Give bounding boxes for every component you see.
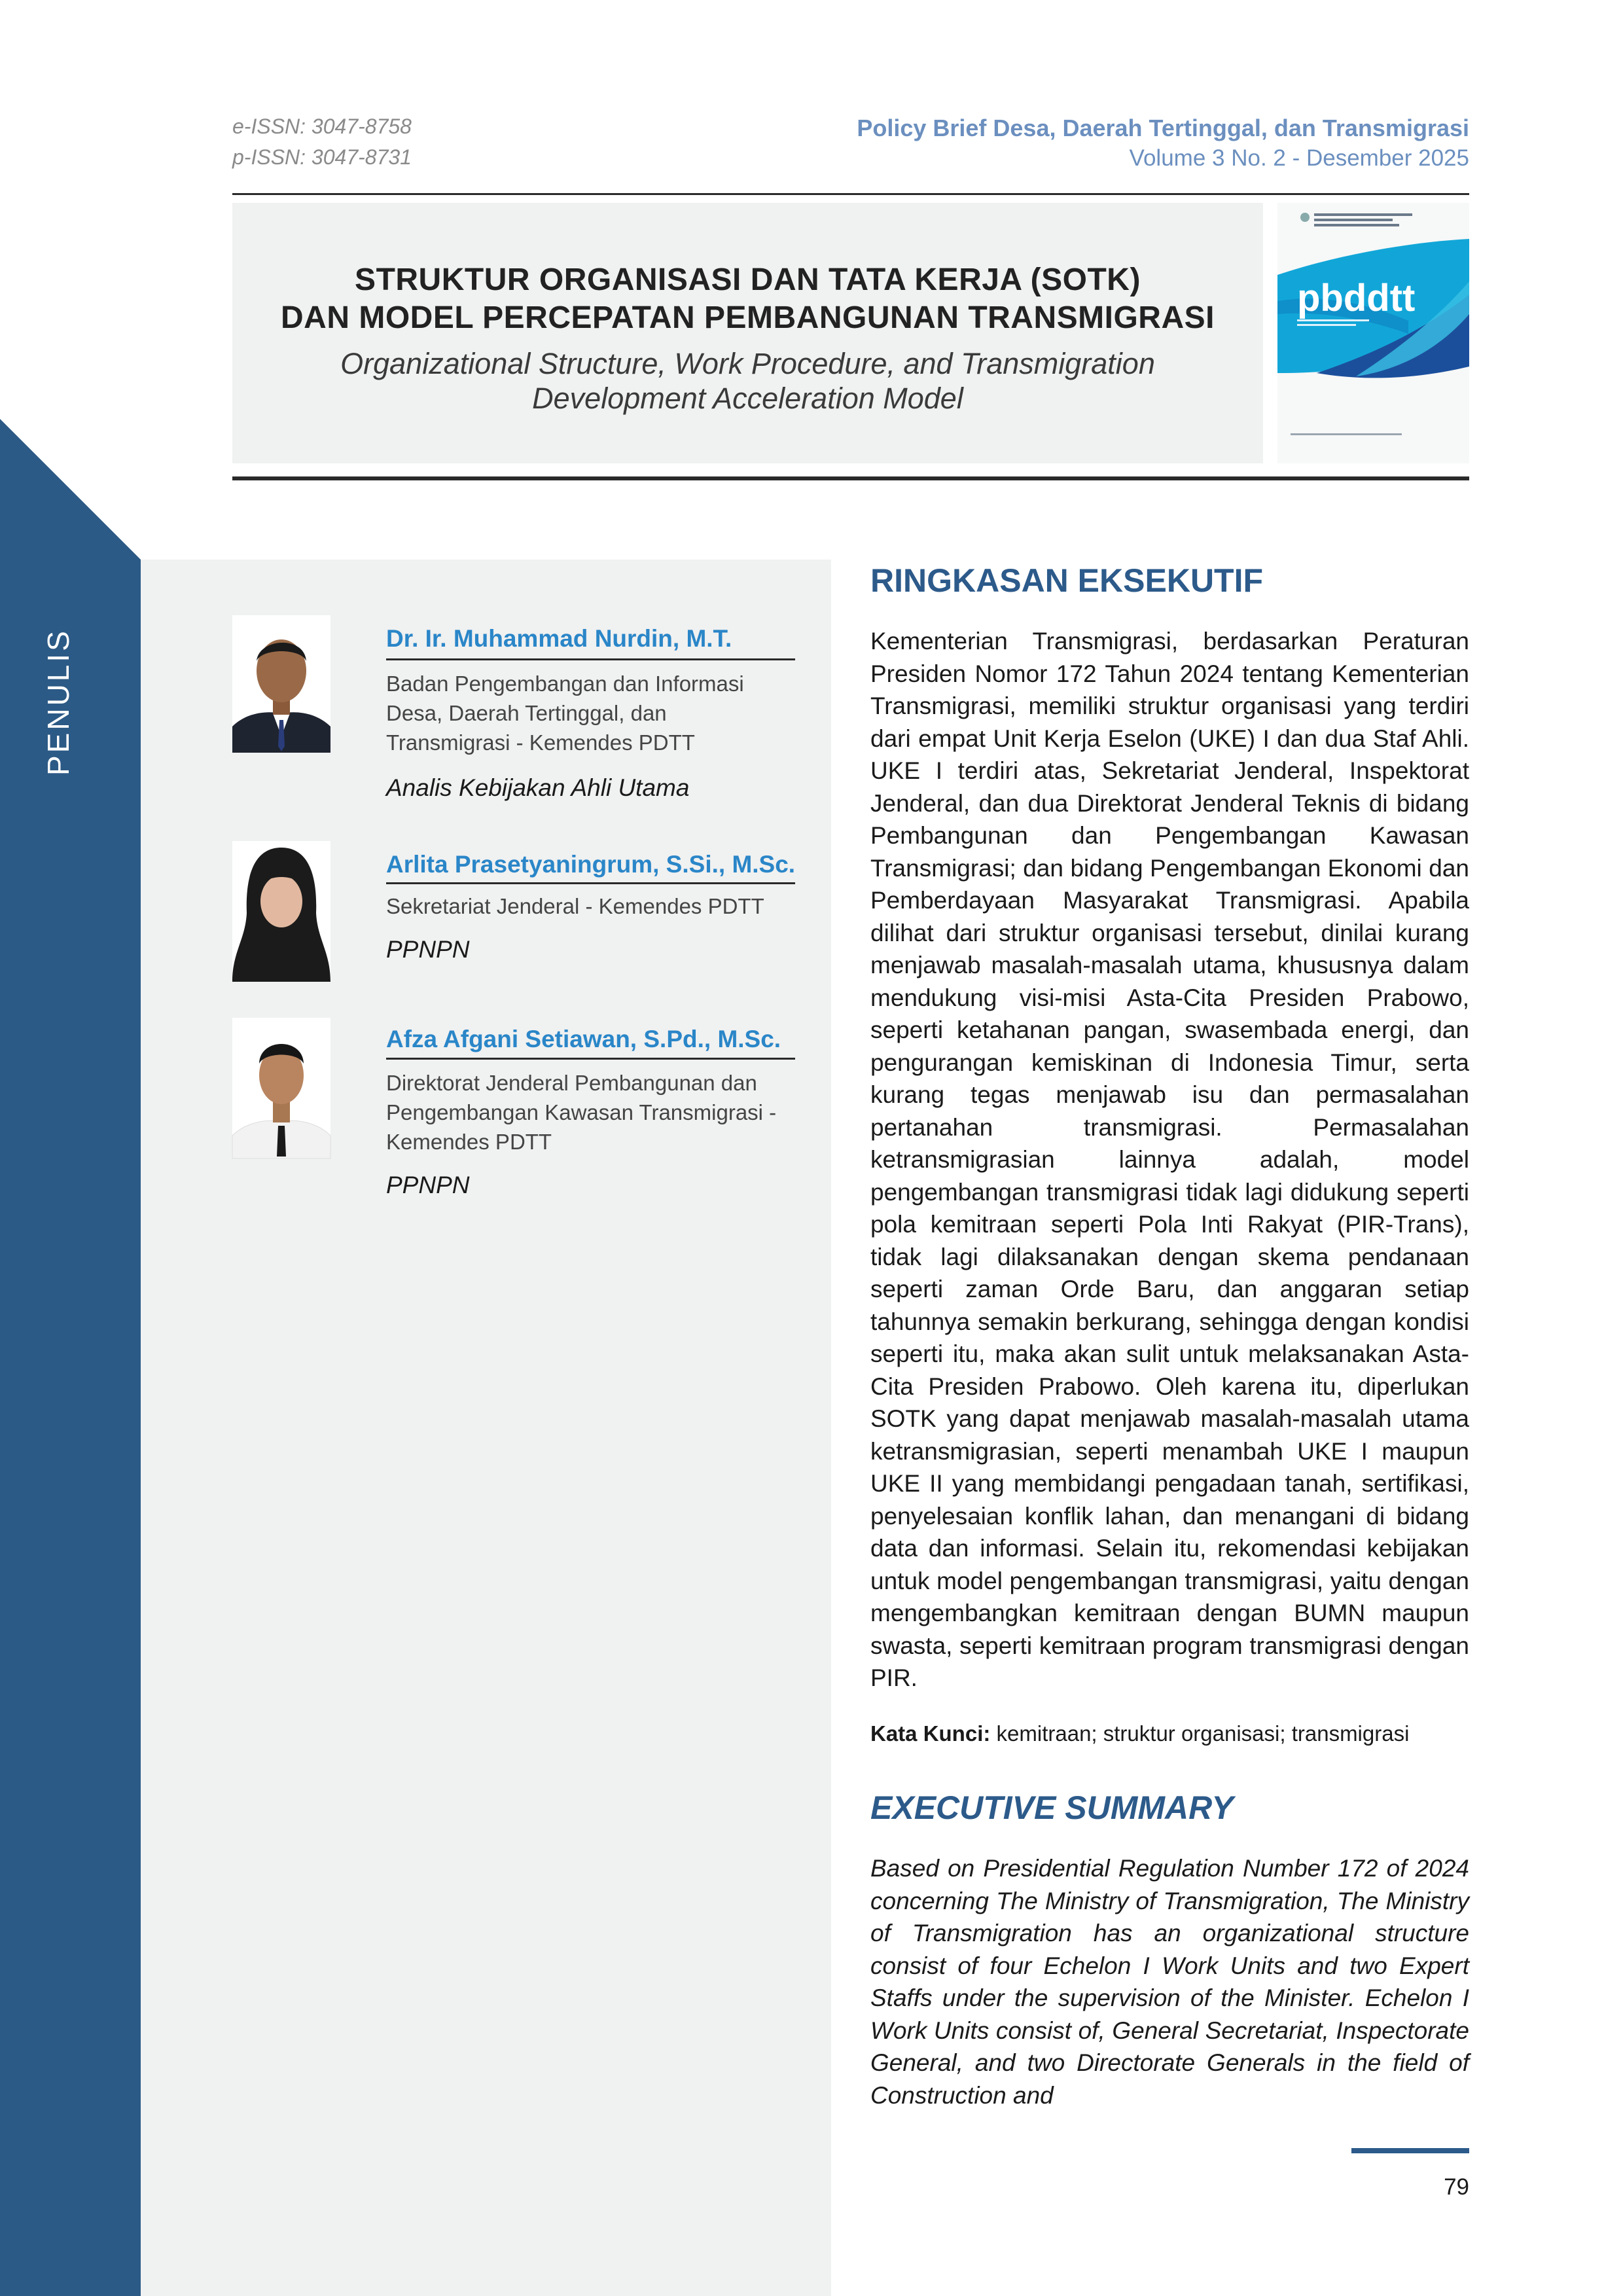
executive-heading: EXECUTIVE SUMMARY — [870, 1789, 1234, 1826]
author-rule-1 — [386, 658, 795, 660]
subtitle-line-2: Development Acceleration Model — [532, 382, 963, 415]
executive-body: Based on Presidential Regulation Number 172 of 2024 concerning The Ministry of Transmigration, The Ministry of Transmigration has an organizational structure consist of four Echelon I Work Units and two Expert Staffs under the supervision of the Minister. Echelon I Work Units consist of, General Secretariat, Inspectorate General, and two Directorate Generals in the field of Construction and — [870, 1855, 1469, 2109]
side-band — [0, 0, 141, 2296]
author-name-1: Dr. Ir. Muhammad Nurdin, M.T. — [386, 625, 732, 652]
author-affiliation-3: Direktorat Jenderal Pembangunan dan Pengembangan Kawasan Transmigrasi - Kemendes PDTT — [386, 1071, 777, 1154]
author-rule-3 — [386, 1058, 795, 1060]
subtitle-line-1: Organizational Structure, Work Procedure, and Transmigration — [340, 347, 1155, 380]
author-photo-1 — [232, 615, 330, 753]
pissn: p-ISSN: 3047-8731 — [232, 145, 412, 169]
journal-volume: Volume 3 No. 2 - Desember 2025 — [1129, 145, 1469, 171]
authors-panel — [141, 560, 831, 2296]
ringkasan-body: Kementerian Transmigrasi, berdasarkan Peraturan Presiden Nomor 172 Tahun 2024 tentang Kementerian Transmigrasi, memiliki struktur organisasi yang terdiri dari empat Unit Kerja Eselon (UKE) I dan dua Staf Ahli. UKE I terdiri atas, Sekretariat Jenderal, Inspektorat Jenderal, dan dua Direktorat Jenderal Teknis di bidang Pembangunan dan Pengembangan Kawasan Transmigrasi; dan bidang Pengembangan Ekonomi dan Pemberdayaan Masyarakat Transmigrasi. Apabila dilihat dari struktur organisasi tersebut, dinilai kurang menjawab masalah-masalah utama, khususnya dalam mendukung visi-misi Asta-Cita Presiden Prabowo, seperti ketahanan pangan, swasembada energi, dan pengurangan kemiskinan di Indonesia Timur, serta kurang tegas menjawab isu dan permasalahan pertanahan transmigrasi. Permasalahan ketransmigrasian lainnya adalah, model pengembangan transmigrasi tidak lagi didukung seperti pola kemitraan seperti Pola Inti Rakyat (PIR-Trans), tidak lagi dilaksanakan dengan skema pendanaan seperti zaman Orde Baru, dan anggaran setiap tahunnya semakin berkurang, sehingga dengan kondisi seperti itu, maka akan sulit untuk melaksanakan Asta-Cita Presiden Prabowo. Oleh karena itu, diperlukan SOTK yang dapat menjawab masalah-masalah utama ketransmigrasian, seperti menambah UKE I maupun UKE II yang membidangi pengadaan tanah, sertifikasi, penyelesaian konflik lahan, dan menangani di bidang data dan informasi. Selain itu, rekomendasi kebijakan untuk model pengembangan transmigrasi, yaitu dengan mengembangkan kemitraan dengan BUMN maupun swasta, seperti kemitraan program transmigrasi dengan PIR. — [870, 628, 1469, 1691]
author-affiliation-2: Sekretariat Jenderal - Kemendes PDTT — [386, 894, 764, 918]
author-role-3: PPNPN — [386, 1172, 470, 1198]
side-label: PENULIS — [41, 628, 75, 776]
author-affiliation-1: Badan Pengembangan dan Informasi Desa, Daerah Tertinggal, dan Transmigrasi - Kemendes PDTT — [386, 672, 744, 755]
title-line-2: DAN MODEL PERCEPATAN PEMBANGUNAN TRANSMIGRASI — [281, 300, 1215, 335]
ringkasan-heading: RINGKASAN EKSEKUTIF — [870, 562, 1264, 599]
journal-cover-thumbnail — [1277, 203, 1469, 463]
author-role-2: PPNPN — [386, 936, 470, 963]
cover-logo-text: pbddtt — [1297, 277, 1416, 319]
header-bottom-rule — [232, 476, 1469, 480]
keywords: Kata Kunci: kemitraan; struktur organisasi; transmigrasi — [870, 1721, 1410, 1746]
author-rule-2 — [386, 882, 795, 884]
author-photo-2 — [232, 841, 330, 978]
author-name-2: Arlita Prasetyaningrum, S.Si., M.Sc. — [386, 851, 796, 878]
eissn: e-ISSN: 3047-8758 — [232, 115, 412, 138]
header-rule — [232, 193, 1469, 195]
page-number: 79 — [1444, 2174, 1469, 2200]
page-number-rule — [1351, 2148, 1469, 2153]
journal-title: Policy Brief Desa, Daerah Tertinggal, dan Transmigrasi — [857, 115, 1469, 141]
author-role-1: Analis Kebijakan Ahli Utama — [386, 774, 690, 801]
author-photo-3 — [232, 1018, 330, 1155]
title-line-1: STRUKTUR ORGANISASI DAN TATA KERJA (SOTK) — [355, 262, 1141, 297]
author-name-3: Afza Afgani Setiawan, S.Pd., M.Sc. — [386, 1026, 781, 1052]
